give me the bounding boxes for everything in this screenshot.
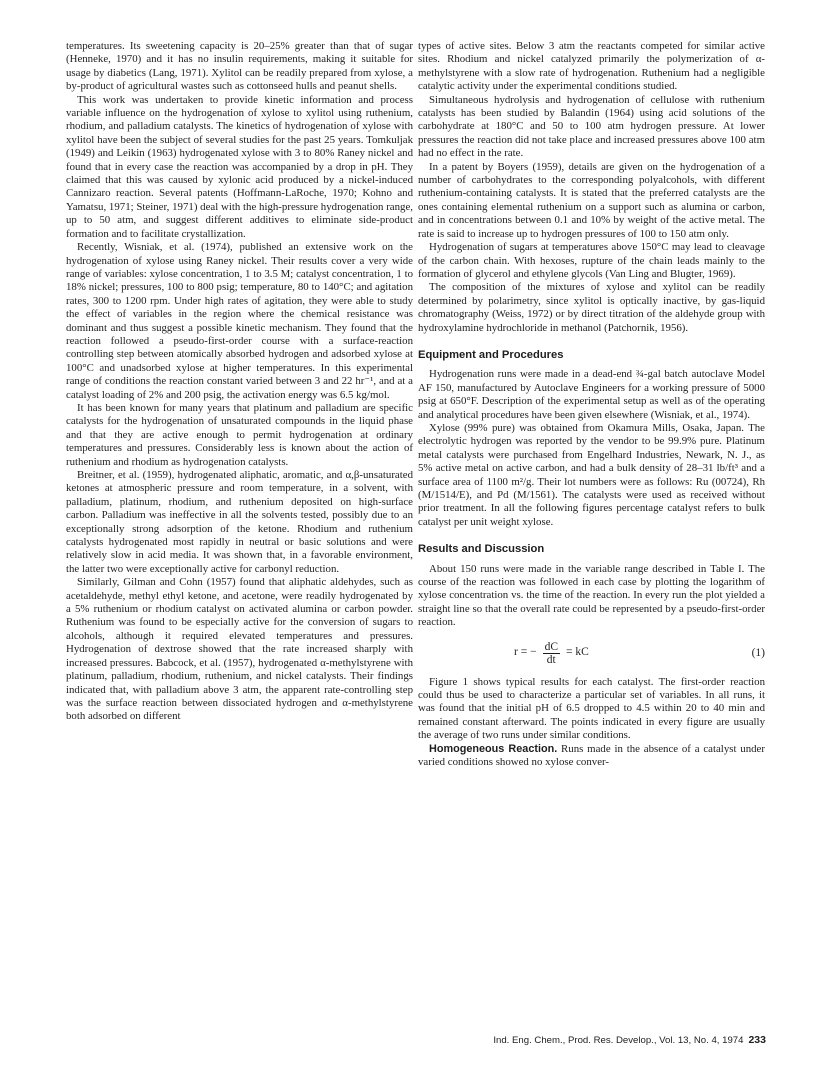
equation-body: [514, 641, 589, 666]
equation-numerator: dC: [544, 640, 558, 653]
paragraph: Recently, Wisniak, et al. (1974), published an extensive work on the hydrogenation of xylose using Raney nickel. Their results cover a very wide range of variables: xylose concentration, 1 to 3.5 M; catalyst concentration, 1 to 18% nickel; pressures, 100 to 800 psig; temperature, 80 to 140°C; and agitation rates, 300 to 1200 rpm. Under high rates of agitation, they were able to study the effect of variables in the region where the chemical resistance was dominant and thus suggest a possible kinetic mechanism. They found that the reaction followed a pseudo-first-order course with a surface-reaction controlling step between atomically absorbed hydrogen and adsorbed xylose at 100°C and unadsorbed xylose at higher temperatures. In this experimental range of conditions the reaction constant varied between 3 and 22 hr⁻¹, and at a catalyst loading of 2% and 200 psig, the activation energy was 6.5 kg/mol.: [66, 241, 413, 401]
paragraph: Breitner, et al. (1959), hydrogenated aliphatic, aromatic, and α,β-unsaturated ketones at atmospheric pressure and room temperature, in a solvent, with palladium, platinum, rhodium, and ruthenium deposited on high-surface carbon. Palladium was ineffective in all the solvents tested, possibly due to an exceptionally strong adsorption of the ketone. Rhodium and ruthenium catalysts hydrogenated most rapidly in neutral or basic solutions and were relatively slow in acid media. It was shown that, in a favorable environment, the latter two were exceptionally active for carbonyl reduction.: [66, 469, 413, 575]
paragraph: In a patent by Boyers (1959), details are given on the hydrogenation of a number of carbohydrates to the corresponding polyalcohols, with different ruthenium-containing catalysts. It is stated that the preferred catalysts are the ones containing elemental ruthenium on a support such as alumina or carbon, and in concentrations between 0.1 and 10% by weight of the active metal. The rate is said to increase up to hydrogen pressures of 100 to 150 atm only.: [418, 160, 765, 240]
paragraph: types of active sites. Below 3 atm the reactants competed for similar active sites. Rhodium and nickel catalyzed primarily the polymerization of α-methylstyrene with a slow rate of hydrogenation. Ruthenium had a negligible catalytic activity under the experimental conditions studied.: [418, 40, 765, 93]
paragraph: Xylose (99% pure) was obtained from Okamura Mills, Osaka, Japan. The electrolytic hydrogen was reported by the vendor to be 99.9% pure. Platinum metal catalysts were purchased from Engelhard Industries, Newark, N. J., as 5% active metal on active carbon, and had a bulk density of 28–31 lb/ft³ and a surface area of 1100 m²/g. Their lot numbers were as follows: Ru (00724), Rh (M/1514/E), and Pd (M/1561). The catalysts were used as received without prior treatment. In all the following figures percentage catalyst refers to bulk catalyst per unit weight xylose.: [418, 421, 765, 528]
paragraph-text: Runs made in the absence of a catalyst under varied conditions showed no xylose conver-: [418, 742, 765, 769]
paragraph-homogeneous: [418, 743, 765, 770]
paragraph: This work was undertaken to provide kinetic information and process variable influence on the hydrogenation of xylose to xylitol using ruthenium, rhodium, and palladium catalysts. The kinetics of hydrogenation of xylose with xylitol have been the subject of several studies for the past 25 years. Tomkuljak (1949) and Leikin (1963) hydrogenated xylose with 3 to 80% Raney nickel and found that in every case the reaction was accompanied by a drop in pH. They claimed that this was caused by xylonic acid produced by a nickel-induced Cannizaro reaction. Several patents (Hoffmann-LaRoche, 1970; Kohno and Yamatsu, 1971; Steiner, 1971) deal with the high-pressure hydrogenation range, up to 50 atm, and suggest different additives to eliminate side-product formation and to facilitate crystallization.: [66, 93, 413, 240]
paragraph: Simultaneous hydrolysis and hydrogenation of cellulose with ruthenium catalysts has been studied by Balandin (1964) using acid solutions of the carbohydrate at 180°C and 50 to 100 atm hydrogen pressure. At lower pressures the reaction did not take place and increased pressures above 100 atm had no effect in the rate.: [418, 93, 765, 160]
section-heading-results: Results and Discussion: [418, 543, 545, 556]
runin-heading: Homogeneous Reaction.: [429, 742, 558, 755]
paragraph: Figure 1 shows typical results for each catalyst. The first-order reaction could thus be used to characterize a particular set of variables. In all runs, it was found that the initial pH of 6.5 dropped to 4.5 within 20 to 40 min and remained constant afterward. The points indicated in every figure are usually the average of two runs under similar conditions.: [418, 675, 765, 742]
equation-number: (1): [751, 646, 765, 659]
right-column: [418, 40, 765, 770]
paragraph: temperatures. Its sweetening capacity is 20–25% greater than that of sugar (Henneke, 1970) and it has no insulin requirements, making it suitable for usage by diabetics (Lang, 1971). Xylitol can be readily prepared from xylose, a by-product of agricultural wastes such as cottonseed hulls and peanut shells.: [66, 40, 413, 93]
journal-citation: Ind. Eng. Chem., Prod. Res. Develop., Vol. 13, No. 4, 1974: [493, 1035, 744, 1046]
equation-lhs: r = −: [514, 646, 537, 659]
section-heading-equipment: Equipment and Procedures: [418, 348, 564, 361]
left-column: [66, 40, 413, 724]
paragraph: About 150 runs were made in the variable range described in Table I. The course of the reaction was followed in each case by plotting the logarithm of xylose concentration vs. the time of the reaction. In every run the plot yielded a straight line so that the overall rate could be represented by a pseudo-first-order reaction.: [418, 562, 765, 629]
paragraph: It has been known for many years that platinum and palladium are specific catalysts for the hydrogenation of unsaturated compounds in the liquid phase and that they are active enough to permit hydrogenation at ordinary temperatures and pressures. Considerably less is known about the action of ruthenium and rhodium as hydrogenation catalysts.: [66, 401, 413, 468]
equation-1: [418, 638, 765, 666]
equation-fraction: [543, 641, 560, 666]
paragraph: The composition of the mixtures of xylose and xylitol can be readily determined by polarimetry, since xylitol is optically inactive, by gas-liquid chromatography (Weiss, 1972) or by direct titration of the aldehyde group with hydroxylamine hydrochloride in methanol (Patchornik, 1956).: [418, 281, 765, 334]
equation-rhs: = kC: [565, 646, 589, 659]
page-number: 233: [748, 1034, 766, 1046]
paragraph: Similarly, Gilman and Cohn (1957) found that aliphatic aldehydes, such as acetaldehyde, methyl ethyl ketone, and acetone, were readily hydrogenated by a 5% ruthenium or rhodium catalyst on activated alumina or carbon powder. Ruthenium was found to be especially active for the conversion of sugars to alcohols, although it required elevated temperatures and pressures. Hydrogenation of dextrose showed that the rate increased sharply with increased pressures. Babcock, et al. (1957), hydrogenated α-methylstyrene with platinum, palladium, rhodium, ruthenium, and nickel catalysts. Their findings indicated that, with palladium above 3 atm, the apparent rate-controlling step was the surface reaction between dissociated hydrogen and α-methylstyrene both adsorbed on different: [66, 576, 413, 723]
paragraph: Hydrogenation runs were made in a dead-end ¾-gal batch autoclave Model AF 150, manufactured by Autoclave Engineers for a working pressure of 5000 psig at 650°F. Description of the experimental setup as well as of the operating and analytical procedures have been given elsewhere (Wisniak, et al., 1974).: [418, 368, 765, 421]
equation-denominator: dt: [546, 653, 556, 666]
paragraph: Hydrogenation of sugars at temperatures above 150°C may lead to cleavage of the carbon chain. With hexoses, rupture of the chain leads mainly to the formation of glycerol and ethylene glycols (Van Ling and Blugter, 1969).: [418, 241, 765, 280]
page-footer: [398, 1034, 766, 1046]
